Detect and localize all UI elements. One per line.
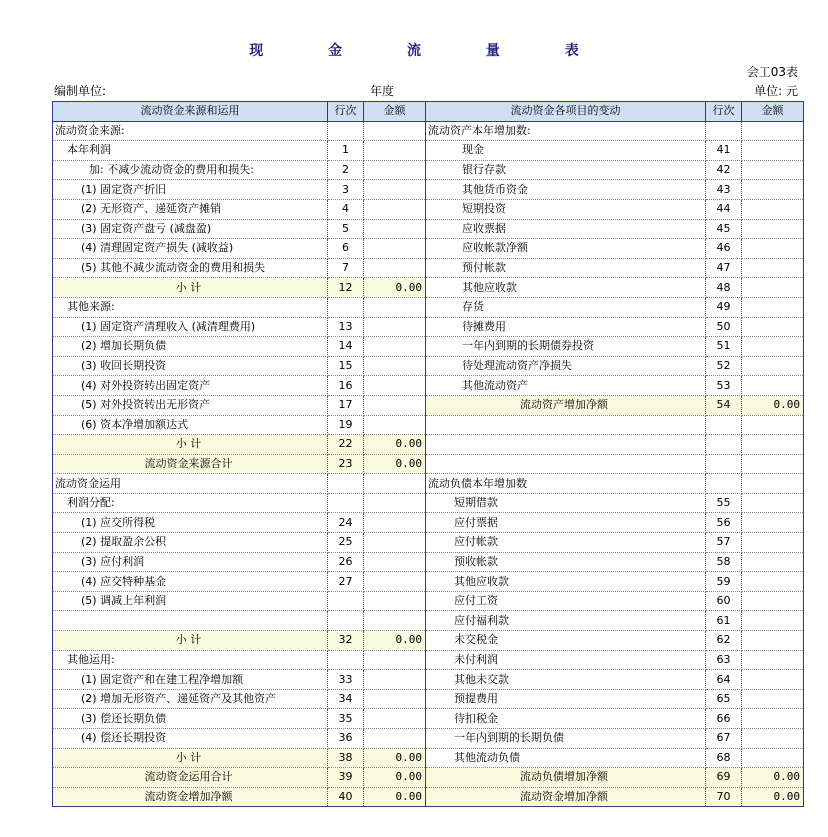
right-item-cell: 应付票据 xyxy=(426,513,706,533)
form-code: 会工03表 xyxy=(746,65,798,79)
right-amount-cell xyxy=(742,513,804,533)
left-line-no-cell: 7 xyxy=(328,258,364,278)
table-row xyxy=(53,552,804,572)
table-row xyxy=(53,591,804,611)
left-item-cell: 小 计 xyxy=(53,748,328,768)
left-line-no-cell: 40 xyxy=(328,787,364,807)
right-item-cell: 一年内到期的长期债券投资 xyxy=(426,337,706,357)
right-item-cell: 一年内到期的长期负债 xyxy=(426,729,706,749)
left-amount-cell xyxy=(364,395,426,415)
left-item-cell: 利润分配: xyxy=(53,493,328,513)
right-amount-cell xyxy=(742,552,804,572)
right-amount-cell xyxy=(742,748,804,768)
right-line-no-cell: 45 xyxy=(706,219,742,239)
left-line-no-cell: 24 xyxy=(328,513,364,533)
right-item-cell: 流动资金增加净额 xyxy=(426,787,706,807)
left-line-no-cell: 2 xyxy=(328,160,364,180)
right-line-no-cell: 64 xyxy=(706,670,742,690)
right-line-no-cell: 62 xyxy=(706,631,742,651)
right-line-no-cell: 52 xyxy=(706,356,742,376)
right-line-no-cell: 55 xyxy=(706,493,742,513)
right-line-no-cell: 56 xyxy=(706,513,742,533)
left-item-cell: (1) 固定资产和在建工程净增加额 xyxy=(53,670,328,690)
right-amount-cell xyxy=(742,337,804,357)
left-amount-cell xyxy=(364,258,426,278)
right-amount-cell xyxy=(742,474,804,494)
right-line-no-cell: 58 xyxy=(706,552,742,572)
right-item-cell xyxy=(426,454,706,474)
table-row xyxy=(53,689,804,709)
table-row xyxy=(53,729,804,749)
right-line-no-cell: 48 xyxy=(706,278,742,298)
right-item-cell: 应收票据 xyxy=(426,219,706,239)
table-row xyxy=(53,121,804,141)
header-right-no: 行次 xyxy=(706,102,742,122)
right-amount-cell xyxy=(742,435,804,455)
table-row xyxy=(53,709,804,729)
right-line-no-cell: 44 xyxy=(706,199,742,219)
left-item-cell: (1) 固定资产折旧 xyxy=(53,180,328,200)
left-item-cell: (3) 固定资产盘亏 (减盘盈) xyxy=(53,219,328,239)
right-amount-cell: 0.00 xyxy=(742,787,804,807)
right-item-cell: 应收帐款净额 xyxy=(426,239,706,259)
right-item-cell: 流动负债增加净额 xyxy=(426,768,706,788)
table-header-row xyxy=(53,102,804,122)
right-item-cell: 现金 xyxy=(426,141,706,161)
right-item-cell: 预付帐款 xyxy=(426,258,706,278)
left-amount-cell xyxy=(364,199,426,219)
right-line-no-cell xyxy=(706,474,742,494)
table-body xyxy=(53,121,804,807)
right-line-no-cell: 43 xyxy=(706,180,742,200)
table-row xyxy=(53,337,804,357)
right-item-cell: 待扣税金 xyxy=(426,709,706,729)
right-amount-cell xyxy=(742,199,804,219)
left-item-cell: 小 计 xyxy=(53,278,328,298)
right-line-no-cell xyxy=(706,435,742,455)
left-line-no-cell xyxy=(328,611,364,631)
right-line-no-cell: 70 xyxy=(706,787,742,807)
left-line-no-cell xyxy=(328,650,364,670)
left-amount-cell xyxy=(364,219,426,239)
left-line-no-cell xyxy=(328,591,364,611)
left-line-no-cell: 22 xyxy=(328,435,364,455)
right-item-cell: 其他货币资金 xyxy=(426,180,706,200)
right-line-no-cell xyxy=(706,454,742,474)
right-item-cell: 待处理流动资产净损失 xyxy=(426,356,706,376)
right-item-cell: 应付工资 xyxy=(426,591,706,611)
left-line-no-cell xyxy=(328,121,364,141)
left-item-cell: 其他来源: xyxy=(53,297,328,317)
right-line-no-cell: 57 xyxy=(706,533,742,553)
right-item-cell: 其他未交款 xyxy=(426,670,706,690)
year-label: 年度 xyxy=(370,84,395,98)
right-item-cell: 其他应收款 xyxy=(426,572,706,592)
right-line-no-cell: 60 xyxy=(706,591,742,611)
left-item-cell: (4) 偿还长期投资 xyxy=(53,729,328,749)
table-row xyxy=(53,533,804,553)
right-amount-cell xyxy=(742,415,804,435)
header-left-item: 流动资金来源和运用 xyxy=(53,102,328,122)
table-row xyxy=(53,787,804,807)
right-line-no-cell: 42 xyxy=(706,160,742,180)
right-amount-cell xyxy=(742,533,804,553)
left-line-no-cell: 25 xyxy=(328,533,364,553)
left-amount-cell xyxy=(364,591,426,611)
table-row xyxy=(53,748,804,768)
left-item-cell: 加: 不减少流动资金的费用和损失: xyxy=(53,160,328,180)
right-amount-cell xyxy=(742,670,804,690)
left-amount-cell: 0.00 xyxy=(364,454,426,474)
left-line-no-cell: 1 xyxy=(328,141,364,161)
right-amount-cell xyxy=(742,219,804,239)
right-item-cell: 短期借款 xyxy=(426,493,706,513)
table-row xyxy=(53,141,804,161)
left-item-cell: 流动资金运用合计 xyxy=(53,768,328,788)
right-amount-cell: 0.00 xyxy=(742,395,804,415)
left-amount-cell xyxy=(364,493,426,513)
left-line-no-cell xyxy=(328,493,364,513)
left-amount-cell: 0.00 xyxy=(364,278,426,298)
left-line-no-cell xyxy=(328,297,364,317)
page-title: 现 金 流 量 表 xyxy=(249,43,609,59)
left-item-cell: (3) 偿还长期负债 xyxy=(53,709,328,729)
left-line-no-cell: 23 xyxy=(328,454,364,474)
right-amount-cell xyxy=(742,729,804,749)
right-amount-cell xyxy=(742,121,804,141)
header-left-no: 行次 xyxy=(328,102,364,122)
right-amount-cell xyxy=(742,258,804,278)
table-row xyxy=(53,768,804,788)
right-item-cell: 存货 xyxy=(426,297,706,317)
table-row xyxy=(53,219,804,239)
left-line-no-cell: 26 xyxy=(328,552,364,572)
header-left-amount: 金额 xyxy=(364,102,426,122)
right-item-cell: 预提费用 xyxy=(426,689,706,709)
left-item-cell: (5) 调减上年利润 xyxy=(53,591,328,611)
right-amount-cell xyxy=(742,239,804,259)
right-line-no-cell: 49 xyxy=(706,297,742,317)
right-amount-cell xyxy=(742,278,804,298)
left-amount-cell xyxy=(364,729,426,749)
right-item-cell: 应付帐款 xyxy=(426,533,706,553)
table-row xyxy=(53,435,804,455)
unit-label: 单位: 元 xyxy=(754,84,798,98)
left-item-cell: (4) 应交特种基金 xyxy=(53,572,328,592)
right-item-cell: 流动负债本年增加数 xyxy=(426,474,706,494)
left-amount-cell xyxy=(364,141,426,161)
right-line-no-cell: 50 xyxy=(706,317,742,337)
right-item-cell: 流动资产增加净额 xyxy=(426,395,706,415)
left-amount-cell: 0.00 xyxy=(364,768,426,788)
right-amount-cell xyxy=(742,572,804,592)
table-row xyxy=(53,415,804,435)
left-amount-cell xyxy=(364,670,426,690)
left-amount-cell xyxy=(364,611,426,631)
left-amount-cell xyxy=(364,376,426,396)
right-amount-cell xyxy=(742,591,804,611)
table-row xyxy=(53,395,804,415)
right-item-cell xyxy=(426,435,706,455)
right-amount-cell xyxy=(742,297,804,317)
compiler-label: 编制单位: xyxy=(54,84,107,98)
right-amount-cell xyxy=(742,317,804,337)
left-amount-cell xyxy=(364,689,426,709)
table-row xyxy=(53,180,804,200)
left-line-no-cell: 36 xyxy=(328,729,364,749)
right-amount-cell xyxy=(742,709,804,729)
right-line-no-cell: 46 xyxy=(706,239,742,259)
left-item-cell: (1) 应交所得税 xyxy=(53,513,328,533)
right-line-no-cell: 66 xyxy=(706,709,742,729)
left-item-cell: 流动资金来源: xyxy=(53,121,328,141)
table-row xyxy=(53,356,804,376)
table-row xyxy=(53,199,804,219)
left-line-no-cell: 14 xyxy=(328,337,364,357)
left-amount-cell: 0.00 xyxy=(364,748,426,768)
left-item-cell: (4) 对外投资转出固定资产 xyxy=(53,376,328,396)
left-amount-cell xyxy=(364,317,426,337)
right-item-cell: 银行存款 xyxy=(426,160,706,180)
right-amount-cell xyxy=(742,356,804,376)
left-amount-cell xyxy=(364,513,426,533)
right-line-no-cell: 63 xyxy=(706,650,742,670)
table-row xyxy=(53,493,804,513)
table-row xyxy=(53,670,804,690)
table-row xyxy=(53,611,804,631)
left-item-cell: (4) 清理固定资产损失 (减收益) xyxy=(53,239,328,259)
left-amount-cell xyxy=(364,297,426,317)
right-amount-cell xyxy=(742,454,804,474)
left-line-no-cell: 13 xyxy=(328,317,364,337)
right-amount-cell xyxy=(742,650,804,670)
left-item-cell: 流动资金运用 xyxy=(53,474,328,494)
right-item-cell: 待摊费用 xyxy=(426,317,706,337)
right-item-cell xyxy=(426,415,706,435)
left-item-cell: (2) 增加长期负债 xyxy=(53,337,328,357)
left-amount-cell xyxy=(364,415,426,435)
right-amount-cell xyxy=(742,141,804,161)
right-amount-cell xyxy=(742,493,804,513)
left-line-no-cell: 16 xyxy=(328,376,364,396)
table-row xyxy=(53,650,804,670)
right-amount-cell xyxy=(742,376,804,396)
left-amount-cell xyxy=(364,180,426,200)
left-item-cell: 小 计 xyxy=(53,435,328,455)
left-amount-cell: 0.00 xyxy=(364,787,426,807)
left-line-no-cell: 4 xyxy=(328,199,364,219)
right-amount-cell xyxy=(742,180,804,200)
right-line-no-cell: 41 xyxy=(706,141,742,161)
left-line-no-cell: 27 xyxy=(328,572,364,592)
left-line-no-cell: 35 xyxy=(328,709,364,729)
right-amount-cell xyxy=(742,160,804,180)
right-line-no-cell: 54 xyxy=(706,395,742,415)
left-item-cell: (1) 固定资产清理收入 (减清理费用) xyxy=(53,317,328,337)
left-line-no-cell: 12 xyxy=(328,278,364,298)
left-item-cell: (6) 资本净增加额达式 xyxy=(53,415,328,435)
left-item-cell: (2) 无形资产、递延资产摊销 xyxy=(53,199,328,219)
right-line-no-cell xyxy=(706,121,742,141)
left-amount-cell xyxy=(364,337,426,357)
left-item-cell: (3) 收回长期投资 xyxy=(53,356,328,376)
left-line-no-cell xyxy=(328,474,364,494)
table-row xyxy=(53,631,804,651)
left-item-cell: 小 计 xyxy=(53,631,328,651)
table-row xyxy=(53,278,804,298)
table-row xyxy=(53,317,804,337)
left-item-cell: (5) 对外投资转出无形资产 xyxy=(53,395,328,415)
left-line-no-cell: 15 xyxy=(328,356,364,376)
header-right-item: 流动资金各项目的变动 xyxy=(426,102,706,122)
right-line-no-cell: 67 xyxy=(706,729,742,749)
right-amount-cell xyxy=(742,631,804,651)
right-line-no-cell: 61 xyxy=(706,611,742,631)
left-item-cell: 本年利润 xyxy=(53,141,328,161)
right-item-cell: 其他应收款 xyxy=(426,278,706,298)
right-line-no-cell: 47 xyxy=(706,258,742,278)
right-item-cell: 未付利润 xyxy=(426,650,706,670)
left-item-cell: (2) 提取盈余公积 xyxy=(53,533,328,553)
left-item-cell: 流动资金增加净额 xyxy=(53,787,328,807)
right-item-cell: 其他流动负债 xyxy=(426,748,706,768)
left-amount-cell: 0.00 xyxy=(364,631,426,651)
table-row xyxy=(53,513,804,533)
right-line-no-cell: 65 xyxy=(706,689,742,709)
right-line-no-cell: 53 xyxy=(706,376,742,396)
right-line-no-cell: 51 xyxy=(706,337,742,357)
left-line-no-cell: 33 xyxy=(328,670,364,690)
right-amount-cell: 0.00 xyxy=(742,768,804,788)
left-line-no-cell: 5 xyxy=(328,219,364,239)
table-row xyxy=(53,258,804,278)
right-item-cell: 流动资产本年增加数: xyxy=(426,121,706,141)
left-item-cell xyxy=(53,611,328,631)
left-line-no-cell: 17 xyxy=(328,395,364,415)
right-line-no-cell: 69 xyxy=(706,768,742,788)
right-amount-cell xyxy=(742,689,804,709)
right-item-cell: 应付福利款 xyxy=(426,611,706,631)
table-row xyxy=(53,239,804,259)
right-item-cell: 未交税金 xyxy=(426,631,706,651)
table-row xyxy=(53,454,804,474)
left-item-cell: 流动资金来源合计 xyxy=(53,454,328,474)
left-line-no-cell: 38 xyxy=(328,748,364,768)
left-amount-cell xyxy=(364,533,426,553)
right-line-no-cell: 59 xyxy=(706,572,742,592)
left-amount-cell xyxy=(364,160,426,180)
right-line-no-cell: 68 xyxy=(706,748,742,768)
table-row xyxy=(53,572,804,592)
left-line-no-cell: 32 xyxy=(328,631,364,651)
left-amount-cell xyxy=(364,709,426,729)
left-amount-cell xyxy=(364,239,426,259)
table-row xyxy=(53,376,804,396)
left-amount-cell xyxy=(364,650,426,670)
left-item-cell: 其他运用: xyxy=(53,650,328,670)
right-item-cell: 短期投资 xyxy=(426,199,706,219)
left-amount-cell: 0.00 xyxy=(364,435,426,455)
table-row xyxy=(53,160,804,180)
right-amount-cell xyxy=(742,611,804,631)
table-row xyxy=(53,297,804,317)
left-amount-cell xyxy=(364,474,426,494)
left-amount-cell xyxy=(364,572,426,592)
header-right-amount: 金额 xyxy=(742,102,804,122)
left-item-cell: (3) 应付利润 xyxy=(53,552,328,572)
left-line-no-cell: 39 xyxy=(328,768,364,788)
left-amount-cell xyxy=(364,356,426,376)
left-line-no-cell: 3 xyxy=(328,180,364,200)
left-amount-cell xyxy=(364,121,426,141)
left-item-cell: (5) 其他不减少流动资金的费用和损失 xyxy=(53,258,328,278)
left-amount-cell xyxy=(364,552,426,572)
left-line-no-cell: 19 xyxy=(328,415,364,435)
table-row xyxy=(53,474,804,494)
cash-flow-table xyxy=(52,101,804,807)
left-line-no-cell: 6 xyxy=(328,239,364,259)
right-item-cell: 预收帐款 xyxy=(426,552,706,572)
left-line-no-cell: 34 xyxy=(328,689,364,709)
right-line-no-cell xyxy=(706,415,742,435)
left-item-cell: (2) 增加无形资产、递延资产及其他资产 xyxy=(53,689,328,709)
right-item-cell: 其他流动资产 xyxy=(426,376,706,396)
